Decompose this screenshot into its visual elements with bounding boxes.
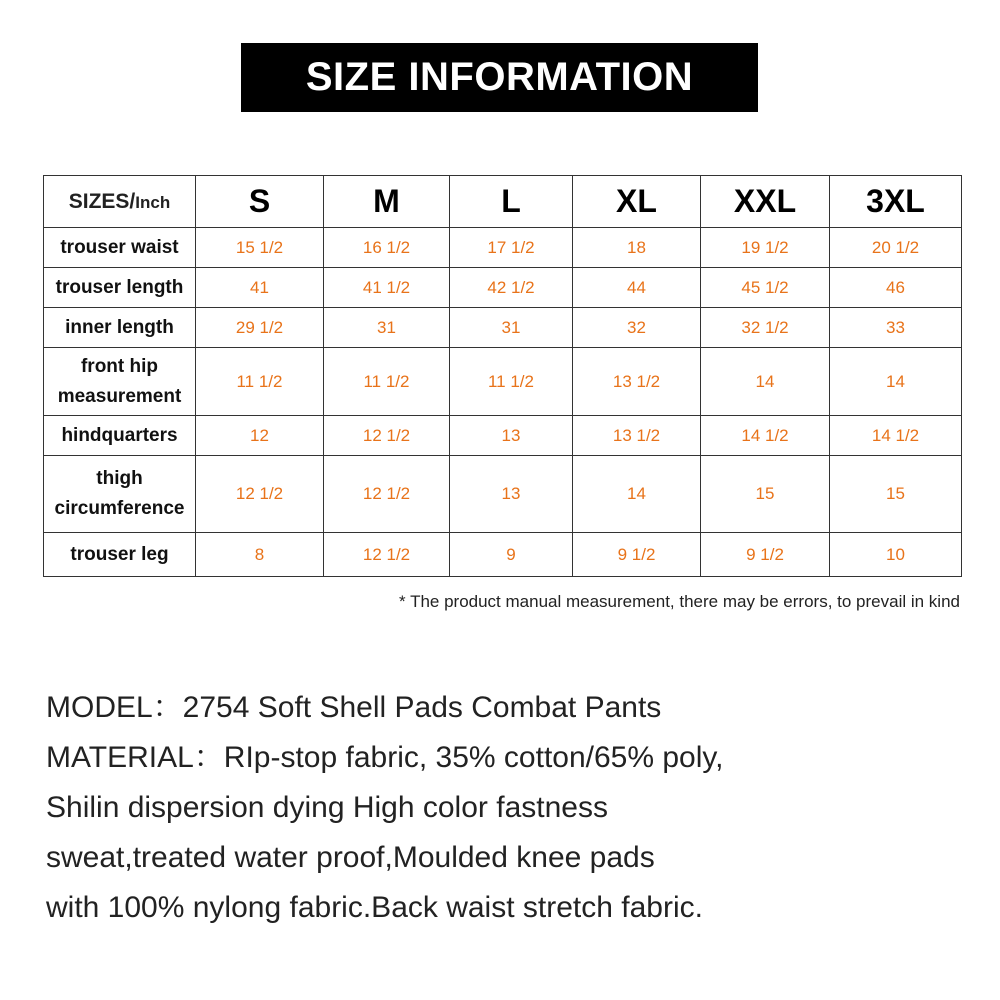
table-cell: 31 (324, 308, 450, 348)
table-cell: 15 (830, 456, 962, 533)
table-cell: 11 1/2 (324, 348, 450, 416)
table-row (44, 268, 962, 308)
unit-label: Inch (135, 192, 171, 212)
table-cell: 11 1/2 (196, 348, 324, 416)
table-cell: 9 (450, 533, 573, 577)
table-cell: 13 1/2 (573, 416, 701, 456)
description-line: sweat,treated water proof,Moulded knee pads (46, 841, 655, 874)
table-cell: 42 1/2 (450, 268, 573, 308)
table-cell: 14 1/2 (701, 416, 830, 456)
size-header-l: L (450, 176, 573, 228)
table-cell: 14 1/2 (830, 416, 962, 456)
table-cell: 9 1/2 (573, 533, 701, 577)
sizes-header-cell (44, 176, 196, 228)
table-cell: 15 (701, 456, 830, 533)
table-cell: 14 (701, 348, 830, 416)
measurement-note: * The product manual measurement, there may be errors, to prevail in kind (399, 592, 960, 611)
material-line: MATERIAL：RIp-stop fabric, 35% cotton/65% poly, (46, 741, 724, 774)
table-row (44, 348, 962, 416)
row-label-line: measurement (57, 385, 182, 407)
table-cell: 29 1/2 (196, 308, 324, 348)
table-cell: 13 (450, 456, 573, 533)
table-row (44, 228, 962, 268)
size-header-xxl: XXL (701, 176, 830, 228)
table-cell: 12 1/2 (324, 416, 450, 456)
product-description (46, 683, 966, 933)
row-label-thigh-circumference (44, 456, 196, 533)
table-row (44, 308, 962, 348)
table-cell: 12 1/2 (324, 456, 450, 533)
table-cell: 17 1/2 (450, 228, 573, 268)
table-cell: 12 (196, 416, 324, 456)
table-cell: 12 1/2 (324, 533, 450, 577)
description-line: Shilin dispersion dying High color fastness (46, 791, 608, 824)
row-label-hindquarters: hindquarters (44, 416, 196, 456)
table-cell: 13 1/2 (573, 348, 701, 416)
table-cell: 12 1/2 (196, 456, 324, 533)
table-cell: 14 (573, 456, 701, 533)
model-line: MODEL：2754 Soft Shell Pads Combat Pants (46, 691, 662, 724)
table-cell: 14 (830, 348, 962, 416)
size-header-s: S (196, 176, 324, 228)
size-chart-table (43, 175, 962, 577)
row-label-line: thigh (96, 468, 143, 489)
table-cell: 20 1/2 (830, 228, 962, 268)
sizes-header-label: SIZES/ (68, 189, 136, 213)
row-label-trouser-leg: trouser leg (44, 533, 196, 577)
table-row (44, 456, 962, 533)
table-row (44, 416, 962, 456)
table-cell: 18 (573, 228, 701, 268)
table-row (44, 533, 962, 577)
description-line: with 100% nylong fabric.Back waist stretch fabric. (46, 891, 703, 924)
table-cell: 13 (450, 416, 573, 456)
table-cell: 41 1/2 (324, 268, 450, 308)
size-header-m: M (324, 176, 450, 228)
table-cell: 10 (830, 533, 962, 577)
table-cell: 15 1/2 (196, 228, 324, 268)
table-cell: 32 1/2 (701, 308, 830, 348)
table-cell: 33 (830, 308, 962, 348)
table-cell: 19 1/2 (701, 228, 830, 268)
row-label-line: front hip (80, 355, 159, 377)
table-cell: 45 1/2 (701, 268, 830, 308)
size-header-3xl: 3XL (830, 176, 962, 228)
table-cell: 16 1/2 (324, 228, 450, 268)
table-header-row (44, 176, 962, 228)
table-cell: 8 (196, 533, 324, 577)
table-cell: 44 (573, 268, 701, 308)
table-cell: 9 1/2 (701, 533, 830, 577)
table-cell: 32 (573, 308, 701, 348)
table-cell: 46 (830, 268, 962, 308)
page-title: SIZE INFORMATION (241, 43, 758, 112)
row-label-trouser-waist: trouser waist (44, 228, 196, 268)
row-label-line: circumference (54, 498, 185, 519)
row-label-front-hip (44, 348, 196, 416)
row-label-inner-length: inner length (44, 308, 196, 348)
size-header-xl: XL (573, 176, 701, 228)
table-cell: 31 (450, 308, 573, 348)
row-label-trouser-length: trouser length (44, 268, 196, 308)
table-cell: 41 (196, 268, 324, 308)
table-cell: 11 1/2 (450, 348, 573, 416)
